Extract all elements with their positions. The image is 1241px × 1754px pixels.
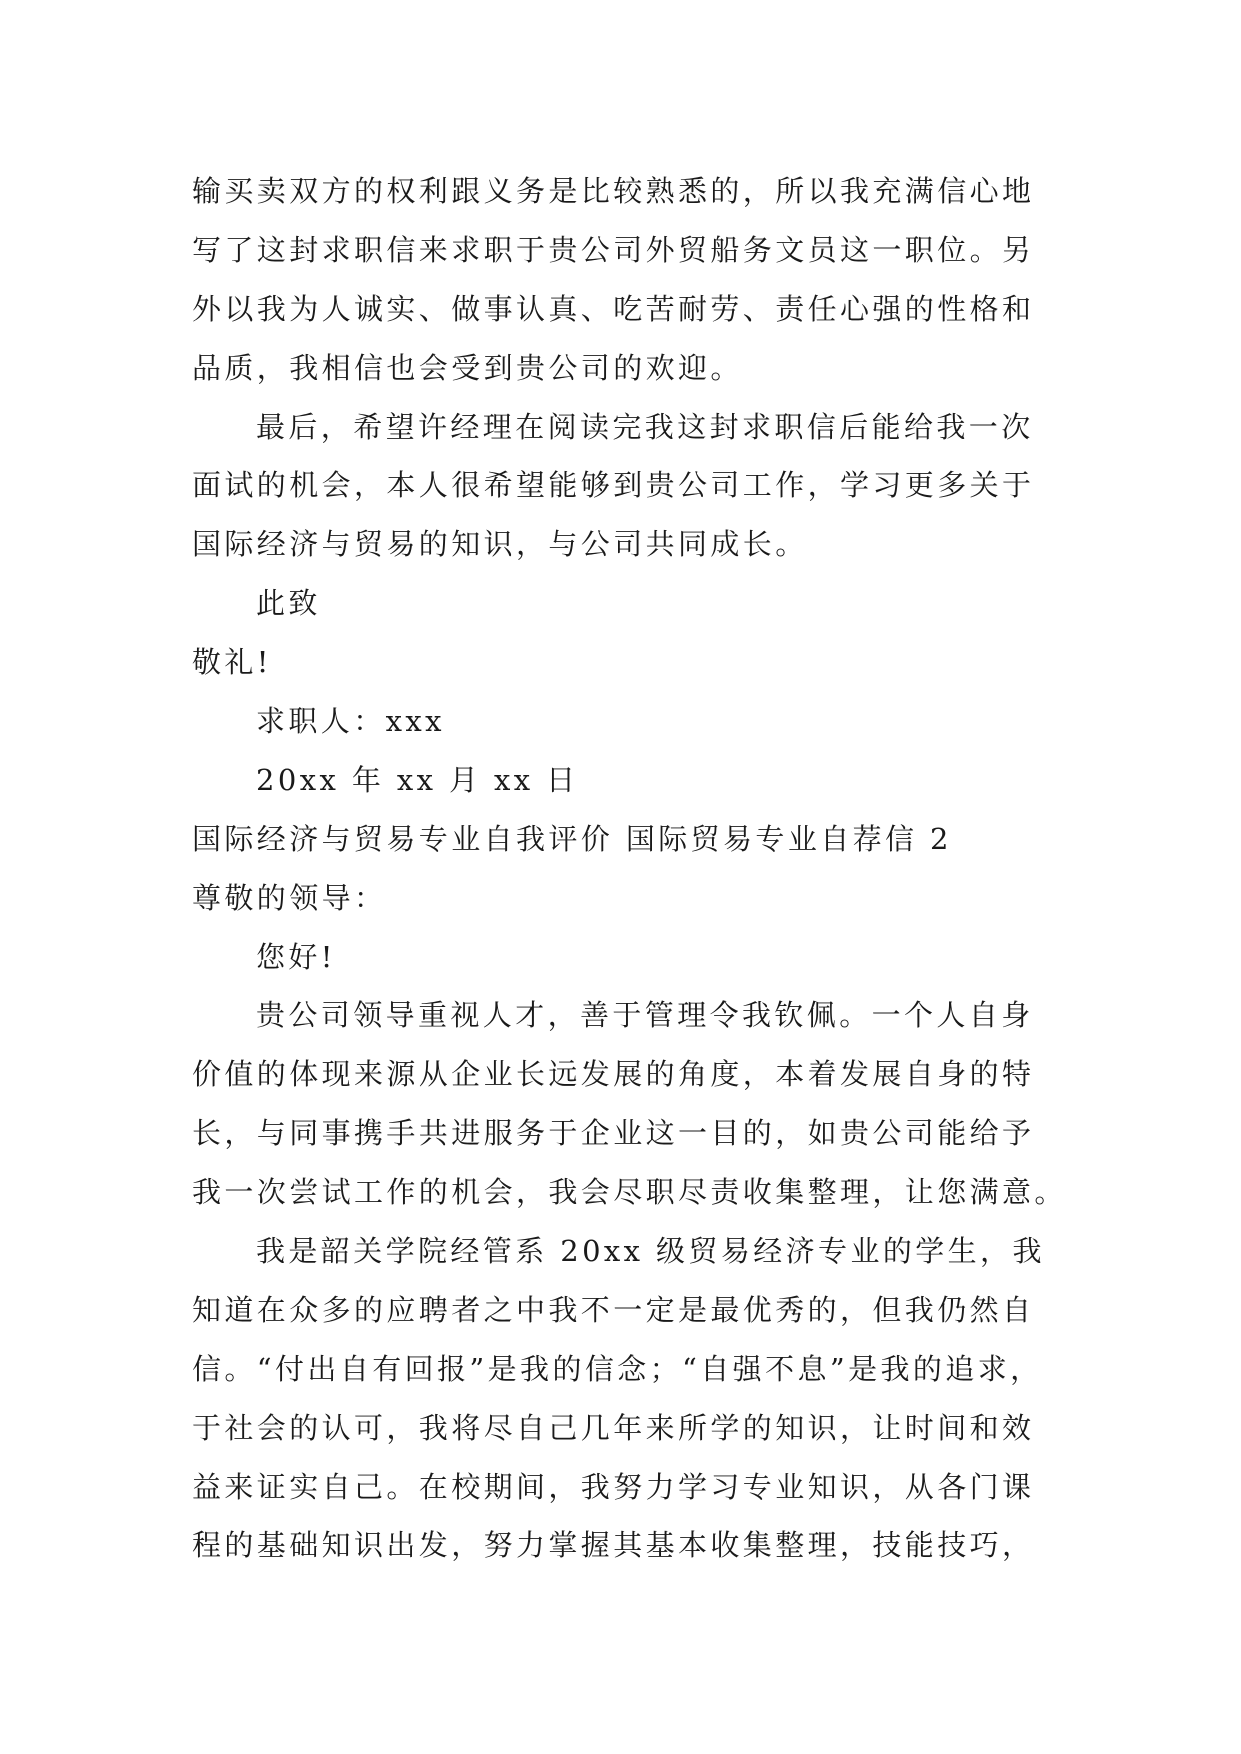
text-line: 价值的体现来源从企业长远发展的角度，本着发展自身的特	[192, 1057, 1035, 1092]
text-line: 程的基础知识出发，努力掌握其基本收集整理，技能技巧，	[192, 1528, 1035, 1563]
text-line: 面试的机会，本人很希望能够到贵公司工作，学习更多关于	[192, 468, 1035, 503]
text-line: 写了这封求职信来求职于贵公司外贸船务文员这一职位。另	[192, 232, 1035, 267]
text-line: 贵公司领导重视人才，善于管理令我钦佩。一个人自身	[256, 998, 1034, 1033]
text-line: 求职人：xxx	[256, 704, 445, 739]
text-line: 信。“付出自有回报”是我的信念；“自强不息”是我的追求，	[192, 1351, 1043, 1386]
text-line: 知道在众多的应聘者之中我不一定是最优秀的，但我仍然自	[192, 1292, 1035, 1327]
text-line: 您好!	[256, 939, 336, 974]
text-line: 敬礼!	[192, 645, 272, 680]
text-line: 20xx 年 xx 月 xx 日	[256, 762, 579, 797]
text-line: 尊敬的领导：	[192, 880, 387, 915]
text-line: 外以我为人诚实、做事认真、吃苦耐劳、责任心强的性格和	[192, 291, 1035, 326]
text-line: 益来证实自己。在校期间，我努力学习专业知识，从各门课	[192, 1469, 1035, 1504]
text-line: 此致	[256, 586, 321, 621]
text-line: 我一次尝试工作的机会，我会尽职尽责收集整理，让您满意。	[192, 1175, 1067, 1210]
text-line: 国际经济与贸易专业自我评价 国际贸易专业自荐信 2	[192, 821, 952, 856]
text-line: 长，与同事携手共进服务于企业这一目的，如贵公司能给予	[192, 1116, 1035, 1151]
text-line: 最后，希望许经理在阅读完我这封求职信后能给我一次	[256, 409, 1034, 444]
document-body	[192, 162, 1067, 1575]
text-line: 国际经济与贸易的知识，与公司共同成长。	[192, 527, 808, 562]
text-line: 品质，我相信也会受到贵公司的欢迎。	[192, 350, 743, 385]
text-line: 于社会的认可，我将尽自己几年来所学的知识，让时间和效	[192, 1410, 1035, 1445]
text-line: 我是韶关学院经管系 20xx 级贸易经济专业的学生，我	[256, 1234, 1045, 1269]
text-line: 输买卖双方的权利跟义务是比较熟悉的，所以我充满信心地	[192, 174, 1035, 208]
